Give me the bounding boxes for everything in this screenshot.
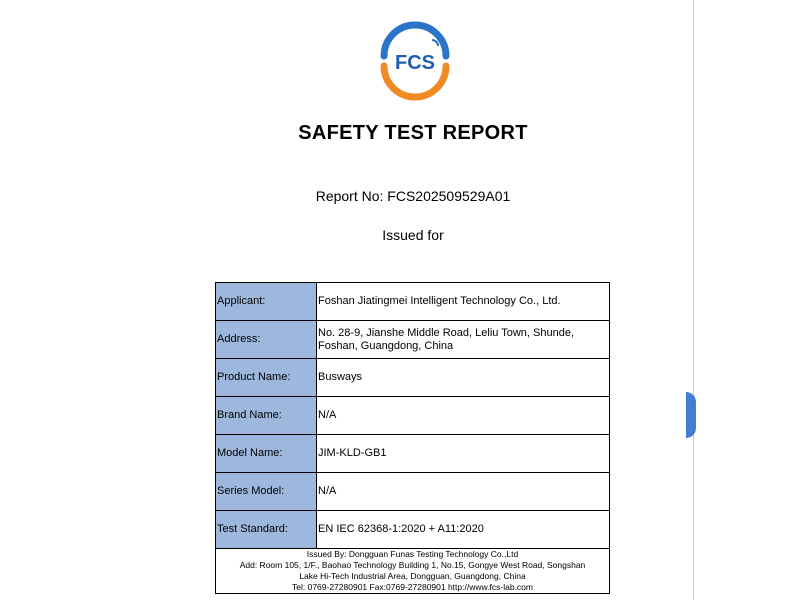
product-name-value: Busways: [317, 359, 610, 397]
stamp-seal-partial: [686, 392, 696, 438]
table-row: [216, 397, 610, 435]
issuer-footer-row: [216, 549, 610, 594]
test-standard-label: Test Standard:: [216, 511, 317, 549]
address-value: No. 28-9, Jianshe Middle Road, Leliu Town, Shunde, Foshan, Guangdong, China: [317, 321, 610, 359]
series-model-value: N/A: [317, 473, 610, 511]
brand-name-label: Brand Name:: [216, 397, 317, 435]
model-name-label: Model Name:: [216, 435, 317, 473]
table-row: [216, 359, 610, 397]
logo-text: FCS: [395, 52, 435, 74]
model-name-value: JIM-KLD-GB1: [317, 435, 610, 473]
address-label: Address:: [216, 321, 317, 359]
series-model-label: Series Model:: [216, 473, 317, 511]
test-standard-value: EN IEC 62368-1:2020 + A11:2020: [317, 511, 610, 549]
applicant-value: Foshan Jiatingmei Intelligent Technology Co., Ltd.: [317, 283, 610, 321]
table-row: [216, 321, 610, 359]
issuer-address-line1: Add: Room 105, 1/F., Baohao Technology Building 1, No.15, Gongye West Road, Songshan: [239, 560, 586, 570]
issued-for-label: Issued for: [382, 227, 444, 243]
report-number: Report No: FCS202509529A01: [315, 188, 511, 204]
table-row: [216, 511, 610, 549]
brand-name-value: N/A: [317, 397, 610, 435]
table-row: [216, 435, 610, 473]
table-row: [216, 283, 610, 321]
product-name-label: Product Name:: [216, 359, 317, 397]
report-info-table: [215, 282, 610, 594]
fcs-logo: [372, 18, 458, 104]
page-gutter: [694, 0, 800, 600]
report-title: SAFETY TEST REPORT: [298, 122, 528, 144]
issuer-footer: [216, 549, 610, 594]
issued-by-text: Issued By: Dongguan Funas Testing Technology Co.,Ltd: [306, 549, 519, 559]
table-row: [216, 473, 610, 511]
issuer-contact: Tel: 0769-27280901 Fax:0769-27280901 http://www.fcs-lab.com: [292, 582, 533, 592]
applicant-label: Applicant:: [216, 283, 317, 321]
issuer-address-line2: Lake Hi-Tech Industrial Area, Dongguan, Guangdong, China: [299, 571, 526, 581]
